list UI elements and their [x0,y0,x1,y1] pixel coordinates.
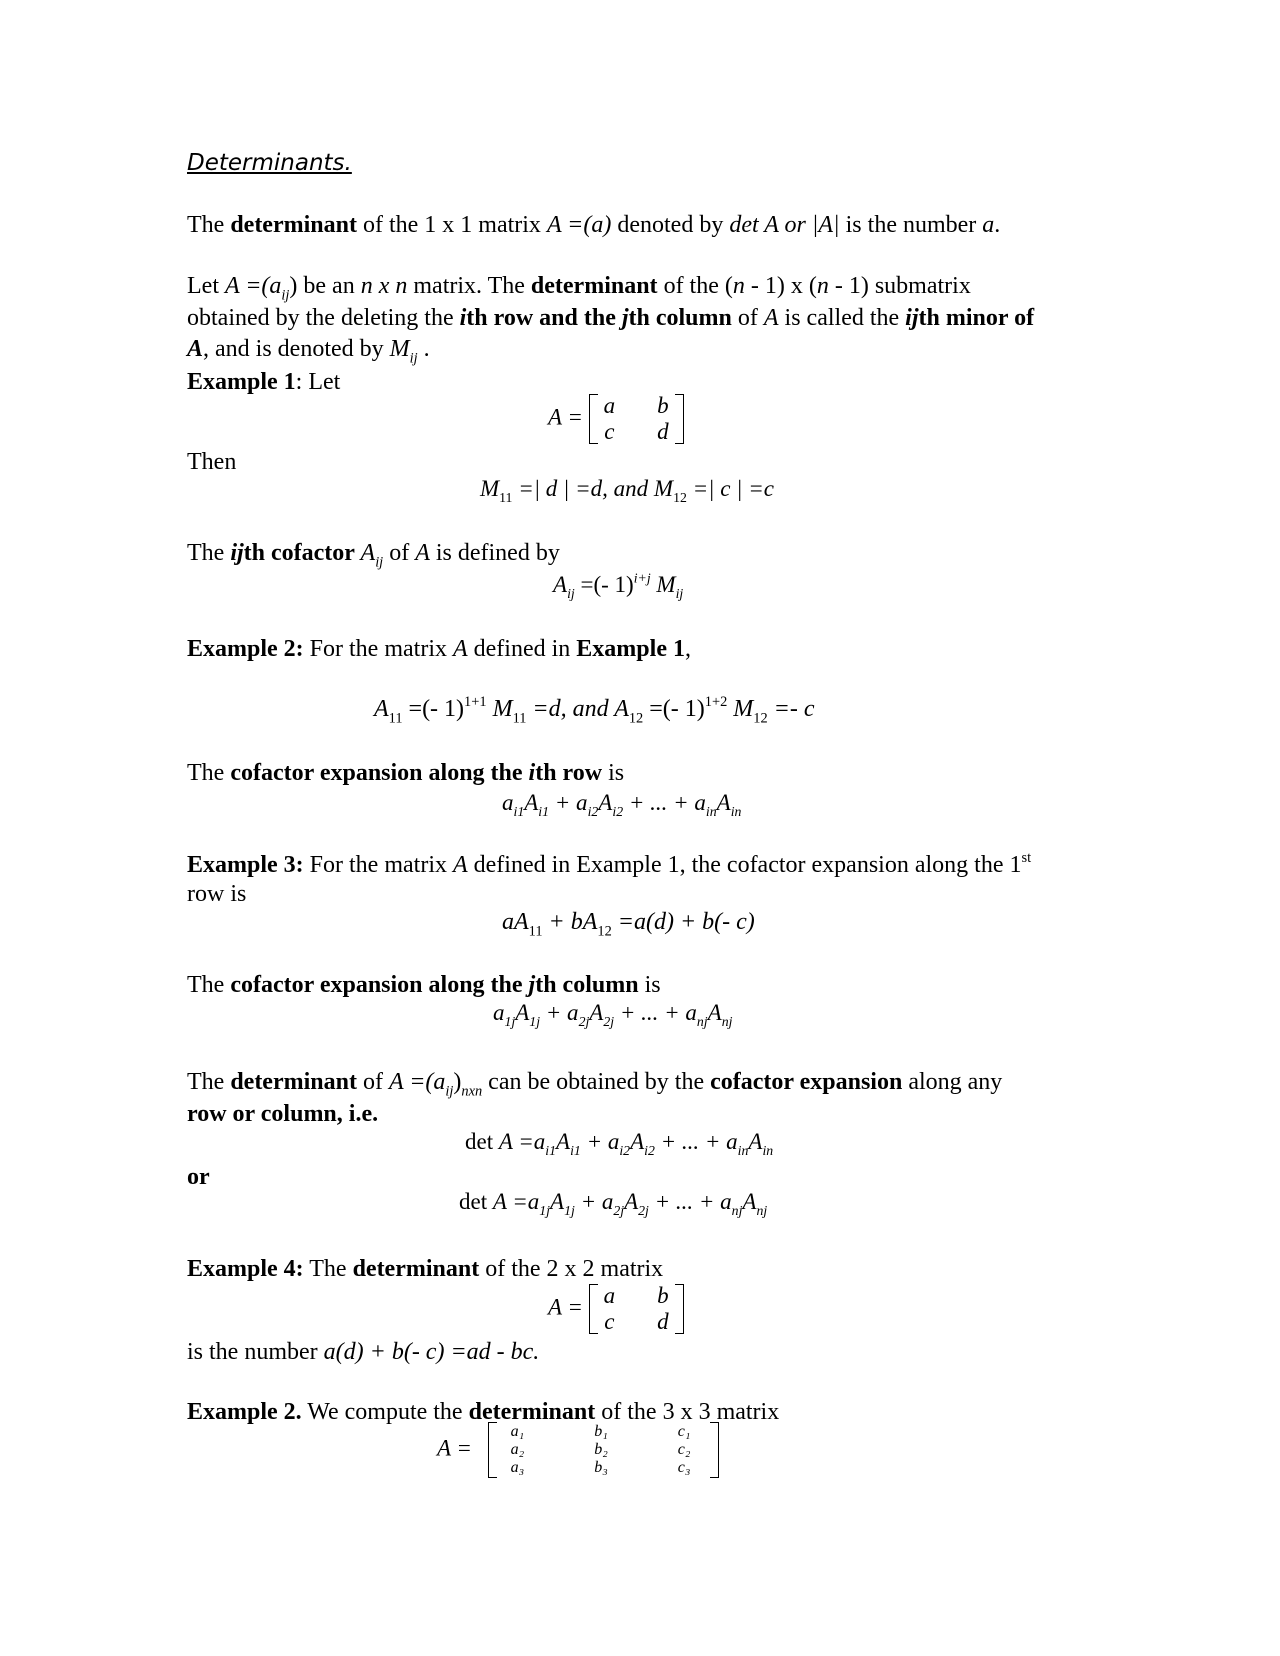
text-fragment: th column [535,972,639,998]
text: of the 1 x 1 matrix [356,212,547,238]
formula-det-a: det A or |A| [729,212,840,238]
text-fragment: th column [628,305,732,331]
text-fragment: The [187,1069,231,1095]
text-fragment: Example 4: [187,1256,304,1282]
text-fragment: A [614,696,629,722]
text-fragment: 11 [528,923,543,940]
paragraph-minor-line1 [187,271,971,304]
text-fragment: 11 [512,710,527,727]
text-fragment: A [589,1000,604,1025]
text-fragment: , and is denoted by [203,336,390,362]
text-fragment: i [528,760,536,786]
text-fragment: =| d | =d, and [512,476,654,501]
text-fragment: Example 2: [187,636,304,662]
text-fragment: i1 [545,1143,557,1159]
example-1-matrix-equation [548,393,684,445]
text-fragment: 12 [628,710,644,727]
text: The [187,212,231,238]
text-fragment: 2j [638,1203,649,1219]
text-fragment: A [550,1189,565,1214]
det-row-formula [465,1129,774,1159]
text-fragment: i2 [644,1143,655,1159]
text-fragment: A [524,790,539,815]
matrix-lhs: A = [548,1294,583,1320]
matrix-entry: b₁ [594,1423,608,1440]
matrix-entry: a [603,393,616,418]
paragraph-minor-line3 [187,334,430,367]
text-fragment: 1j [539,1203,551,1219]
text-fragment: cofactor expansion along the [230,972,529,998]
matrix-entry: c [604,419,615,444]
term-determinant: determinant [230,212,357,238]
text-fragment: ) [289,273,298,299]
text-fragment: in [730,804,742,820]
text-fragment: =- c [767,696,815,722]
text-fragment: can be obtained by the [482,1069,711,1095]
text-fragment: =(- 1) [643,696,705,722]
text-fragment: is defined by [429,540,560,566]
text: is the number [839,212,983,238]
text-fragment: 2j [578,1014,590,1030]
text-fragment: be an [297,273,361,299]
matrix-lhs: A = [548,404,583,430]
text-fragment: determinant [352,1256,480,1282]
matrix-entry: b₂ [594,1441,608,1458]
text-fragment: st [1021,849,1032,866]
text-fragment: =(- 1) [402,696,465,722]
column-expansion-formula [493,1000,733,1030]
text-fragment: A [742,1189,757,1214]
matrix-lhs: A = [437,1435,472,1461]
text-fragment: A [748,1129,763,1154]
text-fragment: is called the [778,305,906,331]
text-fragment: i1 [538,804,550,820]
text-fragment: =a [512,1129,546,1154]
text-fragment: of [356,1069,389,1095]
text-fragment: th cofactor [243,540,361,566]
text-fragment: of the 3 x 3 matrix [595,1399,780,1425]
cofactor-definition [187,538,560,571]
text-fragment: . [417,336,430,362]
text-fragment: a [502,790,514,815]
determinant-expansion-line2: row or column, i.e. [187,1101,379,1127]
formula-a-equals-a: A =(a) [546,212,612,238]
text-fragment: A [556,1129,571,1154]
text-fragment: Example 3: [187,852,304,878]
text-fragment: M [653,476,674,501]
text-fragment: is [602,760,625,786]
text-fragment: A [716,790,731,815]
text-fragment: nj [721,1014,733,1030]
text-fragment: We compute the [301,1399,469,1425]
text-fragment: =d, and [526,696,615,722]
text-fragment: 12 [673,490,687,506]
example-4-heading [187,1254,663,1284]
text-fragment: i [459,305,467,331]
text-fragment: + ... + a [614,1000,697,1025]
text: denoted by [611,212,730,238]
text-fragment: Example 1 [576,636,685,662]
text-fragment: + ... + a [648,1189,732,1214]
text-fragment: + a [540,1000,579,1025]
text-fragment: nxn [461,1083,483,1100]
text-fragment: =a [506,1189,540,1214]
text-fragment: i1 [513,804,525,820]
text-fragment: det [465,1129,499,1154]
text-fragment: is [638,972,661,998]
text-fragment: i2 [612,804,624,820]
text-fragment: For the matrix [303,852,453,878]
example-3x3-matrix-equation [437,1422,719,1478]
text-fragment: th minor of [918,305,1035,331]
matrix-entry: b [657,393,669,418]
text-fragment: determinant [468,1399,596,1425]
text-fragment: A =(a [388,1069,446,1095]
text-fragment: in [737,1143,749,1159]
text-fragment: The [303,1256,353,1282]
paragraph-minor-line2 [187,303,1034,333]
matrix-entry: c₃ [677,1459,691,1476]
row-expansion-formula [502,790,742,820]
text-fragment: nj [696,1014,708,1030]
then-label: Then [187,449,237,475]
var-a: a [982,212,995,238]
text-fragment: + a [580,1129,620,1154]
example-4-matrix-equation [548,1283,684,1335]
text-fragment: : Let [295,369,341,395]
text-fragment: 1j [504,1014,516,1030]
text-fragment: defined in Example 1, the cofactor expansion along the 1 [467,852,1022,878]
text-fragment: of [383,540,416,566]
text-fragment: + a [549,790,588,815]
text-fragment: M [650,572,676,597]
text-fragment: determinant [230,1069,357,1095]
text-fragment: + ... + a [623,790,706,815]
text-fragment: ij [281,287,290,304]
text-fragment: i1 [570,1143,581,1159]
text-fragment: A [374,696,389,722]
text-fragment: along any [902,1069,1003,1095]
text-fragment: j [621,305,629,331]
text-fragment: in [762,1143,774,1159]
text-fragment: i2 [587,804,599,820]
matrix-entry: a [603,1283,616,1308]
matrix-entry: a₂ [510,1441,525,1458]
text-fragment: ij [567,586,575,602]
text-fragment: j [528,972,536,998]
or-label: or [187,1164,210,1190]
text-fragment: determinant [530,273,658,299]
text-fragment: 2j [613,1203,625,1219]
matrix-entry: c₂ [677,1441,691,1458]
page-title: Determinants. [187,150,352,176]
matrix-entry: b [657,1283,669,1308]
text-fragment: of the 2 x 2 matrix [479,1256,664,1282]
cofactor-formula [553,570,684,602]
text-fragment: A [492,1189,507,1214]
example-3-line2: row is [187,881,247,907]
text-fragment: A [630,1129,645,1154]
text-fragment: - 1) submatrix [828,273,971,299]
example-4-result [187,1337,539,1367]
text-fragment: , [684,636,691,662]
text-fragment: in [705,804,717,820]
matrix-3x3 [488,1422,720,1478]
text-fragment: Example 2. [187,1399,302,1425]
row-expansion-heading [187,758,624,788]
text-fragment: ij [445,1083,454,1100]
text-fragment: 1j [529,1014,541,1030]
column-expansion-heading [187,970,661,1000]
matrix-entry: b₃ [594,1459,608,1476]
text-fragment: A [707,1000,722,1025]
text-fragment: A [498,1129,513,1154]
text-fragment: n x n [360,273,408,299]
text-fragment: + bA [542,909,598,935]
text-fragment: 12 [597,923,612,940]
text-fragment: + a [574,1189,614,1214]
text: . [994,212,1001,238]
example-2-heading [187,634,691,664]
text-fragment: Example 1 [187,369,296,395]
text-fragment: i2 [619,1143,631,1159]
text-fragment: A [598,790,613,815]
text-fragment: a(d) + b(- c) =ad - bc. [323,1339,540,1365]
example-3-formula [502,909,755,940]
text-fragment: n [732,273,745,299]
text-fragment: ij [375,554,384,571]
text-fragment: A [452,852,468,878]
text-fragment: M [727,696,754,722]
minor-equation [480,476,774,506]
example-1-heading [187,367,340,397]
text-fragment: defined in [467,636,577,662]
text-fragment: 1+2 [704,693,728,710]
text-fragment: 12 [753,710,768,727]
text-fragment: ij [230,540,244,566]
text-fragment: A [360,540,376,566]
example-3-line1 [187,850,1031,880]
matrix-entry: c [604,1309,615,1334]
text-fragment: =(- 1) [574,572,634,597]
text-fragment: The [187,760,231,786]
text-fragment: A =(a [224,273,282,299]
text-fragment: The [187,540,231,566]
text-fragment: 2j [603,1014,615,1030]
text-fragment: For the matrix [303,636,453,662]
text-fragment: nj [756,1203,768,1219]
text-fragment: det [459,1189,493,1214]
text-fragment: ij [905,305,919,331]
text-fragment: M [480,476,500,501]
text-fragment: obtained by the deleting the [187,305,460,331]
text-fragment: =| c | =c [686,476,774,501]
det-column-formula [459,1189,768,1219]
matrix-entry: a₃ [510,1459,525,1476]
matrix-2x2 [589,1283,684,1335]
text-fragment: A [515,1000,530,1025]
text-fragment: ij [409,350,418,367]
text-fragment: nj [731,1203,743,1219]
text-fragment: + ... + a [654,1129,738,1154]
matrix-entry: a₁ [510,1423,525,1440]
text-fragment: 1+1 [464,693,487,710]
text-fragment: =a(d) + b(- c) [611,909,755,935]
text-fragment: 11 [388,710,403,727]
text-fragment: A [553,572,568,597]
text-fragment: is the number [187,1339,324,1365]
text-fragment: A [415,540,430,566]
text-fragment: cofactor expansion along the [230,760,529,786]
text-fragment: ij [675,586,684,602]
matrix-entry: d [657,419,669,444]
matrix-entry: c₁ [677,1423,691,1440]
text-fragment: ) [453,1069,462,1095]
text-fragment: cofactor expansion [710,1069,903,1095]
text-fragment: 1j [564,1203,575,1219]
text-fragment: Let [187,273,225,299]
text-fragment: aA [502,909,529,935]
example-2-formula [374,693,815,727]
text-fragment: A [452,636,468,662]
text-fragment: A [763,305,779,331]
text-fragment: matrix. The [407,273,531,299]
text-fragment: of the ( [657,273,733,299]
text-fragment: a [493,1000,505,1025]
paragraph-determinant-1x1 [187,210,1000,240]
text-fragment: n [816,273,829,299]
text-fragment: of [731,305,764,331]
text-fragment: 11 [499,490,513,506]
text-fragment: A [187,336,204,362]
matrix-2x2 [589,393,684,445]
text-fragment: The [187,972,231,998]
text-fragment: A [624,1189,639,1214]
text-fragment: th row and the [466,305,622,331]
text-fragment: i+j [633,570,651,586]
text-fragment: th row [535,760,603,786]
text-fragment: - 1) x ( [744,273,817,299]
matrix-entry: d [657,1309,669,1334]
text-fragment: M [486,696,513,722]
text-fragment: M [389,336,410,362]
determinant-expansion-line1 [187,1067,1003,1100]
